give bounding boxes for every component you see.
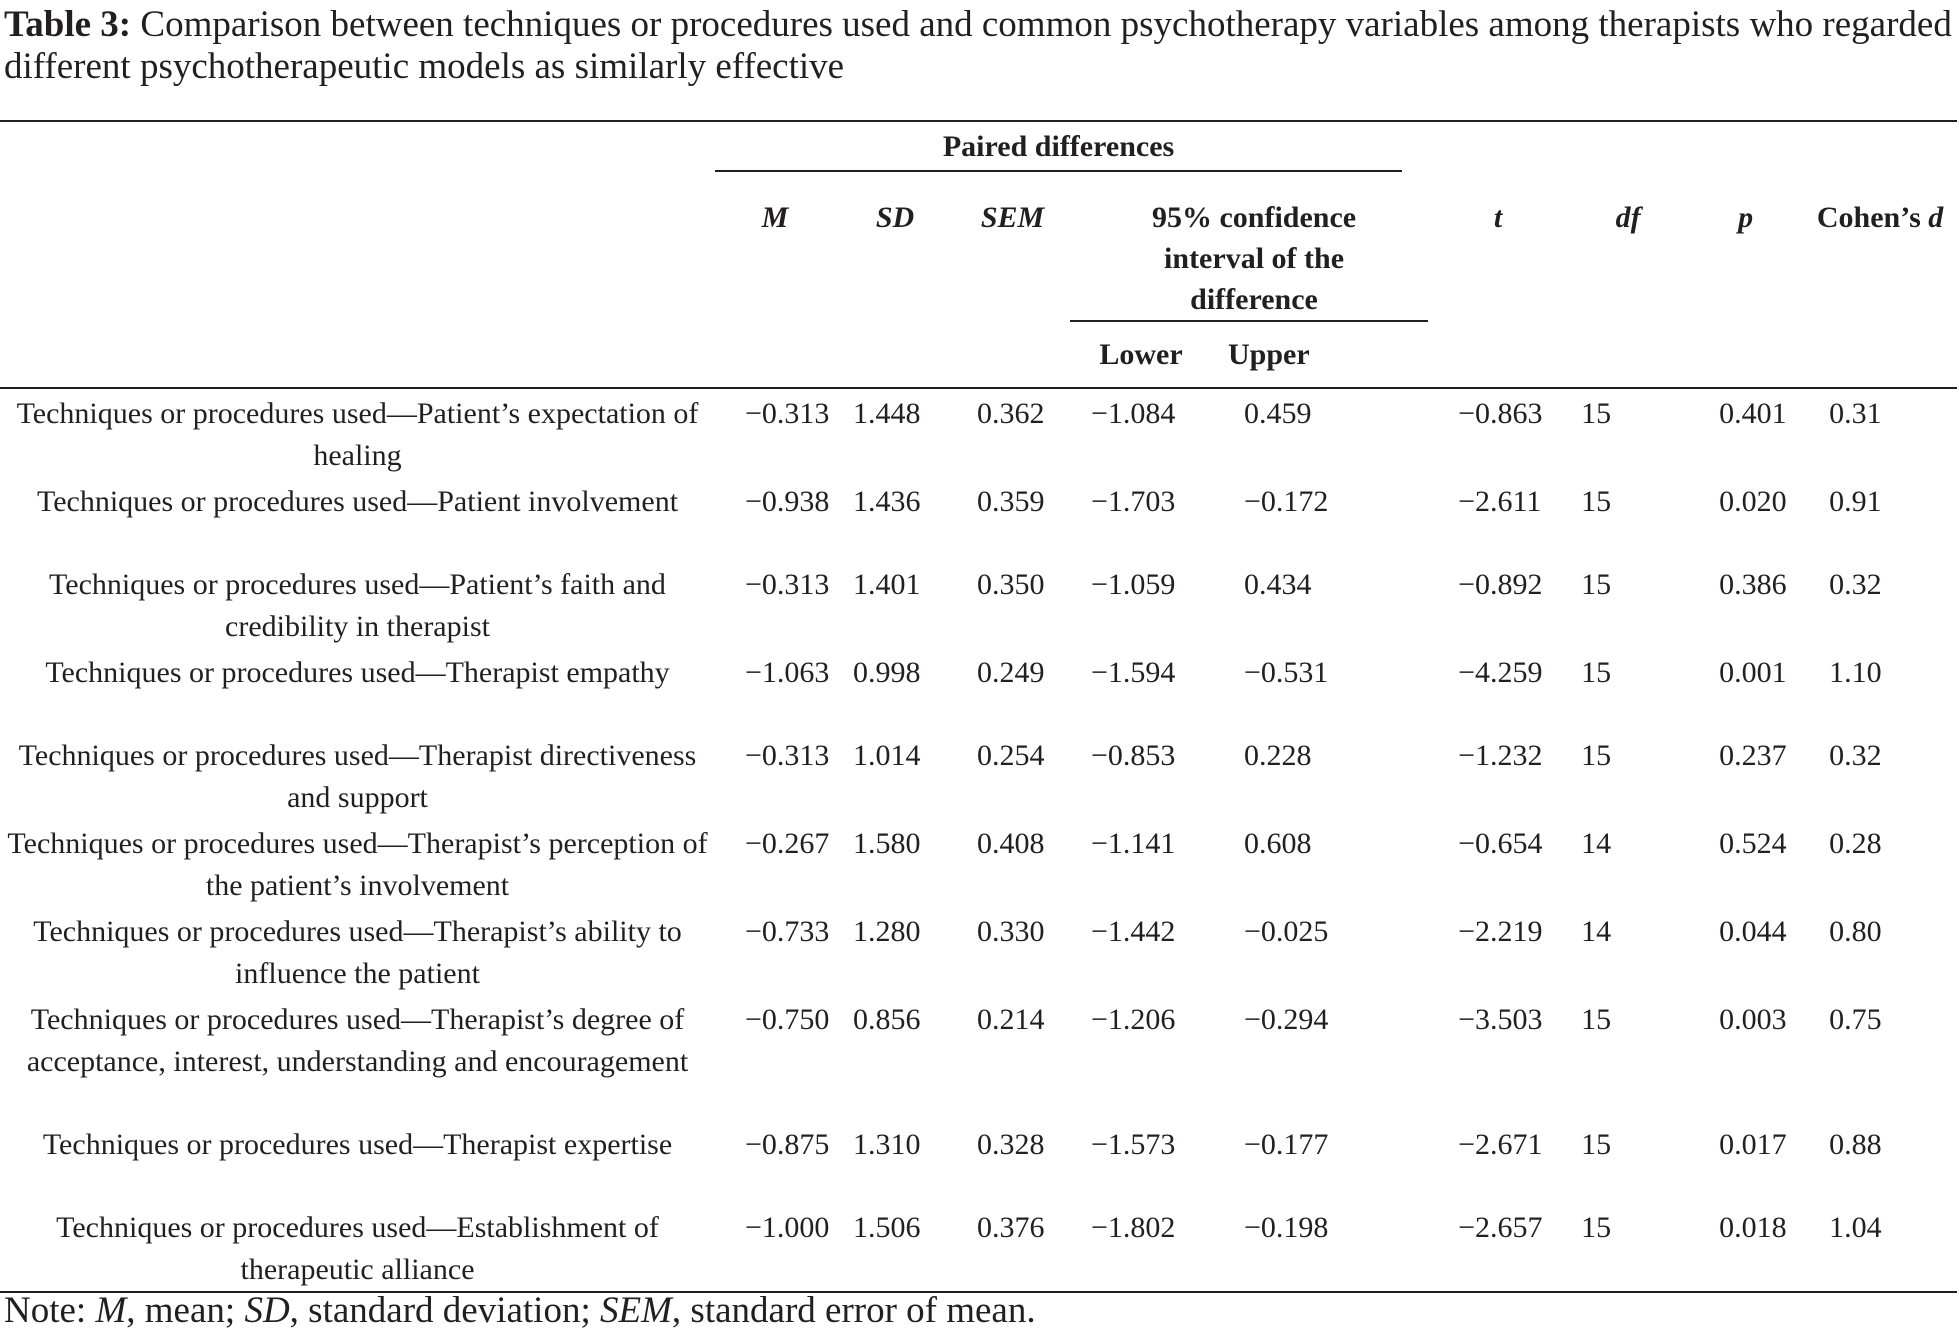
- cell-m: −0.750: [745, 1003, 830, 1036]
- cell-df: 15: [1581, 485, 1612, 518]
- cell-t: −3.503: [1458, 1003, 1543, 1036]
- cell-m: −0.313: [745, 397, 830, 430]
- table-number: Table 3:: [4, 4, 132, 45]
- cell-df: 15: [1581, 739, 1612, 772]
- cell-sem: 0.362: [977, 397, 1045, 430]
- cell-lower: −1.084: [1091, 397, 1176, 430]
- row-label: Techniques or procedures used—Therapist’s ability to influence the patient: [33, 915, 682, 990]
- table-row: [0, 560, 1957, 648]
- cell-lower: −1.059: [1091, 568, 1176, 601]
- cell-sem: 0.408: [977, 827, 1045, 860]
- cell-sem: 0.359: [977, 485, 1045, 518]
- cell-d: 1.10: [1829, 656, 1882, 689]
- cell-p: 0.003: [1719, 1003, 1787, 1036]
- cell-m: −0.267: [745, 827, 830, 860]
- cell-df: 14: [1581, 827, 1612, 860]
- table-row: [0, 1203, 1957, 1292]
- cell-m: −1.063: [745, 656, 830, 689]
- cell-upper: −0.177: [1244, 1128, 1329, 1161]
- cell-lower: −1.703: [1091, 485, 1176, 518]
- col-upper-header: Upper: [1228, 337, 1310, 371]
- cell-p: 0.237: [1719, 739, 1787, 772]
- cell-sd: 0.998: [853, 656, 921, 689]
- cell-upper: 0.608: [1244, 827, 1312, 860]
- cell-d: 0.32: [1829, 568, 1882, 601]
- cell-upper: 0.459: [1244, 397, 1312, 430]
- cell-t: −2.219: [1458, 915, 1543, 948]
- cell-p: 0.020: [1719, 485, 1787, 518]
- cell-d: 0.28: [1829, 827, 1882, 860]
- cell-sem: 0.254: [977, 739, 1045, 772]
- row-label: Techniques or procedures used—Patient’s faith and credibility in therapist: [49, 568, 666, 643]
- col-cohen-header: Cohen’s d: [1816, 201, 1944, 234]
- table-row: [0, 1120, 1957, 1203]
- cell-t: −0.654: [1458, 827, 1543, 860]
- cell-lower: −1.141: [1091, 827, 1176, 860]
- col-p-header: p: [1738, 201, 1754, 234]
- cell-d: 0.91: [1829, 485, 1882, 518]
- cell-m: −0.313: [745, 739, 830, 772]
- cell-sem: 0.350: [977, 568, 1045, 601]
- cell-sem: 0.249: [977, 656, 1045, 689]
- cell-sem: 0.214: [977, 1003, 1045, 1036]
- col-sd-header: SD: [875, 201, 915, 234]
- col-lower-header: Lower: [1099, 337, 1183, 371]
- table-row: [0, 648, 1957, 731]
- cell-d: 0.75: [1829, 1003, 1882, 1036]
- cell-lower: −1.206: [1091, 1003, 1176, 1036]
- cell-sem: 0.376: [977, 1211, 1045, 1244]
- cell-t: −2.611: [1458, 485, 1542, 518]
- cell-sd: 1.506: [853, 1211, 921, 1244]
- col-ci-header: 95% confidence interval of the difference: [1070, 179, 1428, 321]
- table-header: [0, 121, 1957, 388]
- cell-p: 0.401: [1719, 397, 1787, 430]
- cell-d: 0.88: [1829, 1128, 1882, 1161]
- cell-upper: 0.434: [1244, 568, 1312, 601]
- cell-upper: −0.025: [1244, 915, 1329, 948]
- row-label: Techniques or procedures used—Establishment of therapeutic alliance: [56, 1211, 659, 1286]
- cell-sem: 0.330: [977, 915, 1045, 948]
- row-label: Techniques or procedures used—Therapist expertise: [42, 1128, 673, 1161]
- row-label: Techniques or procedures used—Therapist’s degree of acceptance, interest, understanding and encouragement: [26, 1003, 689, 1078]
- table-row: [0, 731, 1957, 819]
- cell-d: 1.04: [1829, 1211, 1882, 1244]
- cell-df: 15: [1581, 656, 1612, 689]
- cell-m: −0.313: [745, 568, 830, 601]
- row-label: Techniques or procedures used—Patient involvement: [36, 485, 679, 518]
- table-title: Comparison between techniques or procedures used and common psychotherapy variables among therapists who regarded different psychotherapeutic models as similarly effective: [4, 4, 1952, 87]
- cell-m: −0.875: [745, 1128, 830, 1161]
- cell-sd: 1.310: [853, 1128, 921, 1161]
- cell-d: 0.31: [1829, 397, 1882, 430]
- cell-upper: −0.172: [1244, 485, 1329, 518]
- cell-m: −0.733: [745, 915, 830, 948]
- paired-differences-header: Paired differences: [715, 121, 1428, 179]
- cell-df: 15: [1581, 1003, 1612, 1036]
- table-note: Note: M, mean; SD, standard deviation; SEM, standard error of mean.: [4, 1290, 1036, 1331]
- cell-sd: 1.448: [853, 397, 921, 430]
- cell-upper: −0.531: [1244, 656, 1329, 689]
- cell-p: 0.524: [1719, 827, 1787, 860]
- cell-m: −0.938: [745, 485, 830, 518]
- table-caption: [4, 4, 1954, 88]
- cell-t: −0.863: [1458, 397, 1543, 430]
- cell-lower: −1.594: [1091, 656, 1176, 689]
- cell-t: −1.232: [1458, 739, 1543, 772]
- cell-p: 0.017: [1719, 1128, 1787, 1161]
- row-label: Techniques or procedures used—Therapist directiveness and support: [18, 739, 697, 814]
- cell-df: 15: [1581, 397, 1612, 430]
- cell-upper: 0.228: [1244, 739, 1312, 772]
- table-row: [0, 995, 1957, 1120]
- table-row: [0, 819, 1957, 907]
- cell-p: 0.044: [1719, 915, 1787, 948]
- col-df-header: df: [1615, 201, 1641, 234]
- cell-sd: 1.280: [853, 915, 921, 948]
- table-row: [0, 388, 1957, 477]
- cell-p: 0.018: [1719, 1211, 1787, 1244]
- cell-t: −2.657: [1458, 1211, 1543, 1244]
- table-row: [0, 477, 1957, 560]
- col-sem-header: SEM: [980, 201, 1045, 234]
- cell-lower: −0.853: [1091, 739, 1176, 772]
- cell-d: 0.32: [1829, 739, 1882, 772]
- cell-sd: 0.856: [853, 1003, 921, 1036]
- row-label: Techniques or procedures used—Therapist empathy: [45, 656, 670, 689]
- cell-df: 14: [1581, 915, 1612, 948]
- row-label: Techniques or procedures used—Therapist’s perception of the patient’s involvement: [7, 827, 708, 902]
- cell-upper: −0.198: [1244, 1211, 1329, 1244]
- cell-sd: 1.436: [853, 485, 921, 518]
- table-row: [0, 907, 1957, 995]
- cell-d: 0.80: [1829, 915, 1882, 948]
- cell-sem: 0.328: [977, 1128, 1045, 1161]
- col-t-header: t: [1493, 201, 1503, 234]
- cell-t: −0.892: [1458, 568, 1543, 601]
- cell-lower: −1.573: [1091, 1128, 1176, 1161]
- cell-df: 15: [1581, 1128, 1612, 1161]
- table-body: [0, 388, 1957, 1292]
- cell-m: −1.000: [745, 1211, 830, 1244]
- cell-p: 0.386: [1719, 568, 1787, 601]
- cell-df: 15: [1581, 1211, 1612, 1244]
- col-m-header: M: [761, 201, 789, 234]
- cell-p: 0.001: [1719, 656, 1787, 689]
- cell-lower: −1.442: [1091, 915, 1176, 948]
- cell-sd: 1.401: [853, 568, 921, 601]
- results-table: [0, 120, 1957, 1293]
- cell-sd: 1.014: [853, 739, 921, 772]
- cell-t: −4.259: [1458, 656, 1543, 689]
- cell-df: 15: [1581, 568, 1612, 601]
- cell-t: −2.671: [1458, 1128, 1543, 1161]
- cell-upper: −0.294: [1244, 1003, 1329, 1036]
- cell-sd: 1.580: [853, 827, 921, 860]
- cell-lower: −1.802: [1091, 1211, 1176, 1244]
- row-label: Techniques or procedures used—Patient’s expectation of healing: [16, 397, 699, 472]
